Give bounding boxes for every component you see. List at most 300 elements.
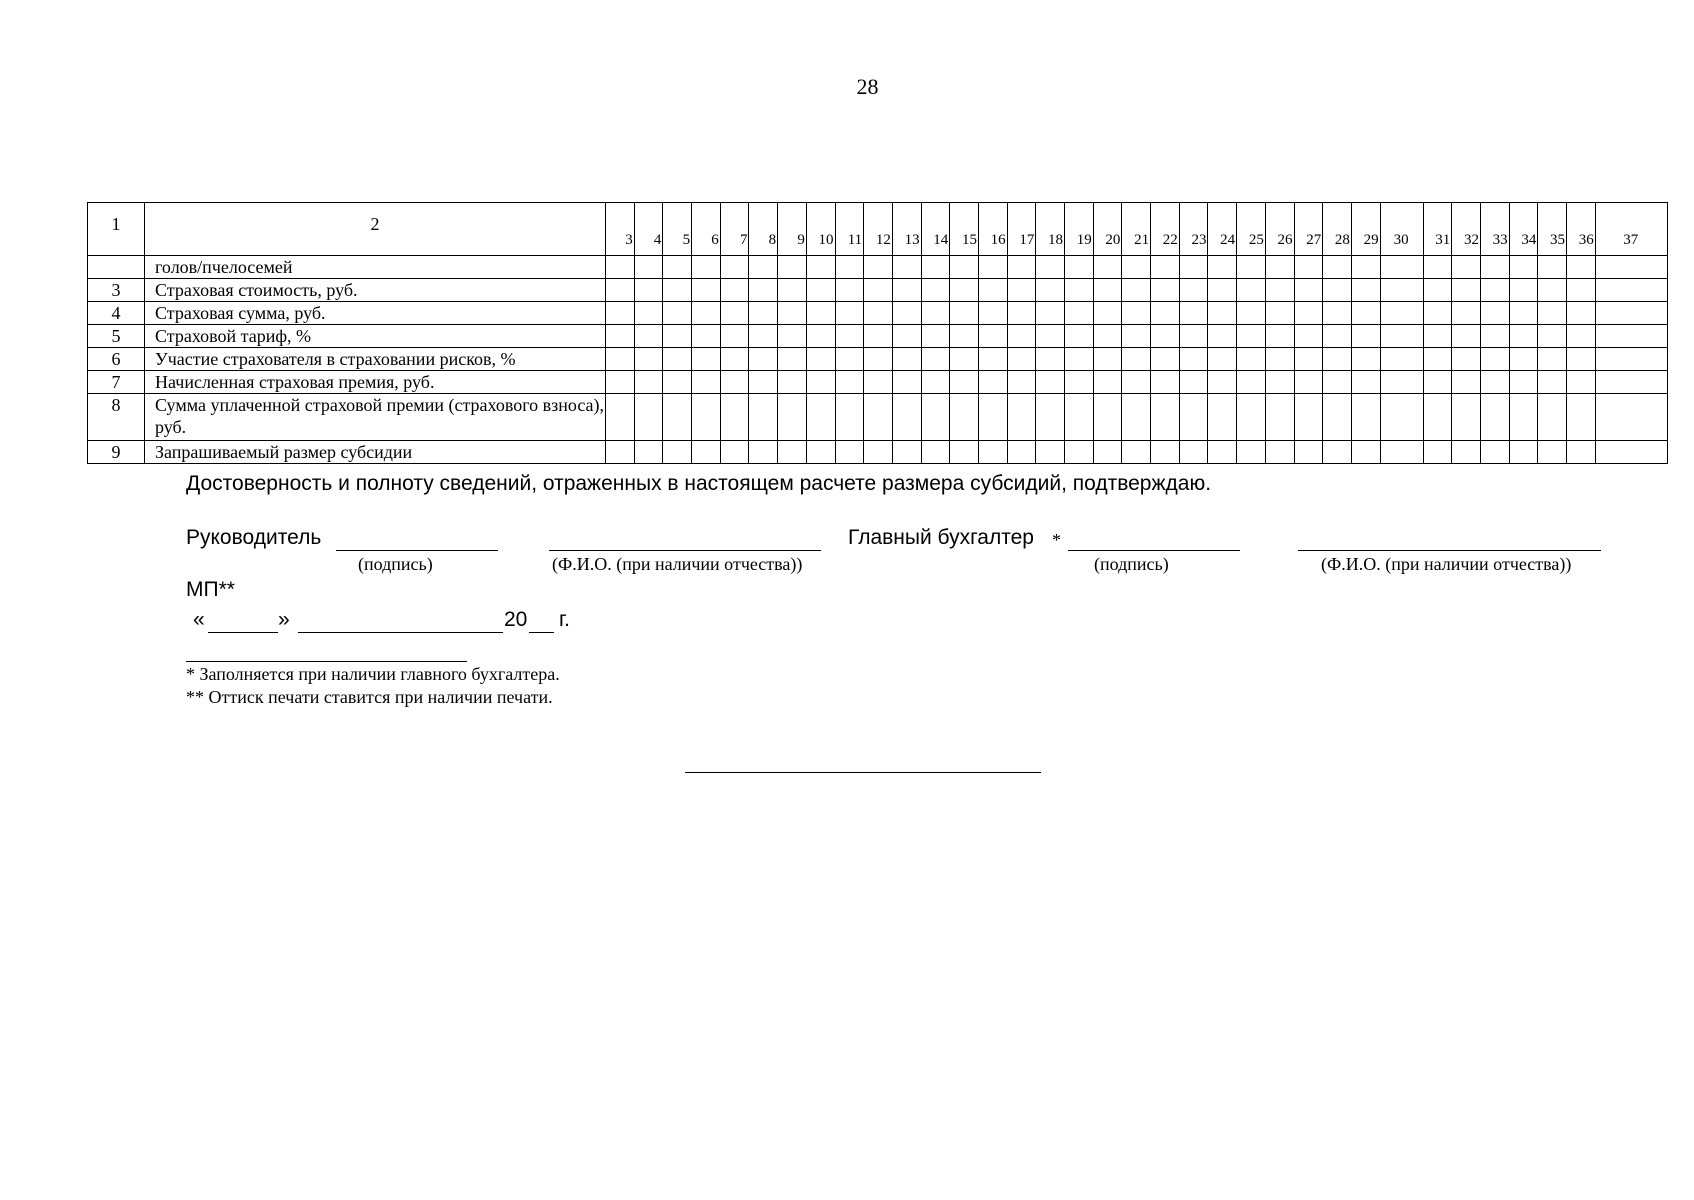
- value-cell[interactable]: [663, 279, 692, 302]
- value-cell[interactable]: [663, 348, 692, 371]
- date-year-line[interactable]: [529, 632, 554, 633]
- value-cell[interactable]: [778, 371, 807, 394]
- value-cell[interactable]: [1265, 302, 1294, 325]
- value-cell[interactable]: [692, 348, 721, 371]
- value-cell[interactable]: [1007, 348, 1036, 371]
- value-cell[interactable]: [1480, 325, 1509, 348]
- value-cell[interactable]: [1509, 302, 1538, 325]
- value-cell[interactable]: [749, 302, 778, 325]
- value-cell[interactable]: [692, 256, 721, 279]
- header-col-10: 10: [806, 203, 835, 256]
- value-cell[interactable]: [1065, 371, 1094, 394]
- value-cell[interactable]: [606, 279, 635, 302]
- value-cell[interactable]: [1595, 256, 1667, 279]
- value-cell[interactable]: [1538, 441, 1567, 464]
- value-cell[interactable]: [1380, 302, 1423, 325]
- value-cell[interactable]: [1567, 371, 1596, 394]
- value-cell[interactable]: [1351, 441, 1380, 464]
- value-cell[interactable]: [778, 302, 807, 325]
- value-cell[interactable]: [1007, 325, 1036, 348]
- value-cell[interactable]: [1208, 325, 1237, 348]
- value-cell[interactable]: [1265, 371, 1294, 394]
- value-cell[interactable]: [892, 441, 921, 464]
- value-cell[interactable]: [1567, 394, 1596, 441]
- value-cell[interactable]: [749, 256, 778, 279]
- value-cell[interactable]: [892, 256, 921, 279]
- head-signature-line[interactable]: [336, 550, 498, 551]
- value-cell[interactable]: [1480, 441, 1509, 464]
- value-cell[interactable]: [1179, 256, 1208, 279]
- value-cell[interactable]: [864, 302, 893, 325]
- value-cell[interactable]: [835, 348, 864, 371]
- value-cell[interactable]: [1065, 256, 1094, 279]
- value-cell[interactable]: [1151, 279, 1180, 302]
- value-cell[interactable]: [1423, 256, 1452, 279]
- value-cell[interactable]: [606, 302, 635, 325]
- value-cell[interactable]: [749, 325, 778, 348]
- value-cell[interactable]: [921, 371, 950, 394]
- value-cell[interactable]: [1237, 325, 1266, 348]
- value-cell[interactable]: [634, 394, 663, 441]
- date-day-line[interactable]: [208, 632, 278, 633]
- value-cell[interactable]: [1595, 348, 1667, 371]
- value-cell[interactable]: [892, 325, 921, 348]
- value-cell[interactable]: [1509, 256, 1538, 279]
- value-cell[interactable]: [950, 348, 979, 371]
- value-cell[interactable]: [978, 441, 1007, 464]
- value-cell[interactable]: [1538, 279, 1567, 302]
- head-name-caption: (Ф.И.О. (при наличии отчества)): [552, 554, 803, 574]
- value-cell[interactable]: [1480, 371, 1509, 394]
- value-cell[interactable]: [835, 371, 864, 394]
- value-cell[interactable]: [1093, 371, 1122, 394]
- value-cell[interactable]: [1423, 394, 1452, 441]
- value-cell[interactable]: [692, 325, 721, 348]
- chief-name-line[interactable]: [1298, 550, 1601, 551]
- value-cell[interactable]: [978, 371, 1007, 394]
- value-cell[interactable]: [1036, 348, 1065, 371]
- value-cell[interactable]: [1567, 279, 1596, 302]
- value-cell[interactable]: [1007, 279, 1036, 302]
- value-cell[interactable]: [606, 325, 635, 348]
- value-cell[interactable]: [1179, 371, 1208, 394]
- value-cell[interactable]: [1380, 394, 1423, 441]
- value-cell[interactable]: [720, 302, 749, 325]
- value-cell[interactable]: [749, 279, 778, 302]
- value-cell[interactable]: [692, 441, 721, 464]
- value-cell[interactable]: [663, 371, 692, 394]
- value-cell[interactable]: [634, 325, 663, 348]
- value-cell[interactable]: [1538, 325, 1567, 348]
- value-cell[interactable]: [1093, 256, 1122, 279]
- value-cell[interactable]: [1595, 394, 1667, 441]
- value-cell[interactable]: [1265, 441, 1294, 464]
- value-cell[interactable]: [1151, 441, 1180, 464]
- value-cell[interactable]: [864, 256, 893, 279]
- value-cell[interactable]: [1380, 256, 1423, 279]
- value-cell[interactable]: [778, 441, 807, 464]
- value-cell[interactable]: [1509, 279, 1538, 302]
- value-cell[interactable]: [1480, 256, 1509, 279]
- value-cell[interactable]: [806, 302, 835, 325]
- value-cell[interactable]: [1452, 279, 1481, 302]
- value-cell[interactable]: [864, 279, 893, 302]
- value-cell[interactable]: [720, 256, 749, 279]
- value-cell[interactable]: [1122, 256, 1151, 279]
- value-cell[interactable]: [1294, 394, 1323, 441]
- value-cell[interactable]: [663, 394, 692, 441]
- value-cell[interactable]: [1237, 348, 1266, 371]
- value-cell[interactable]: [1480, 302, 1509, 325]
- value-cell[interactable]: [692, 302, 721, 325]
- value-cell[interactable]: [806, 325, 835, 348]
- value-cell[interactable]: [1036, 371, 1065, 394]
- value-cell[interactable]: [1351, 279, 1380, 302]
- value-cell[interactable]: [835, 441, 864, 464]
- value-cell[interactable]: [1208, 348, 1237, 371]
- value-cell[interactable]: [720, 371, 749, 394]
- value-cell[interactable]: [1509, 325, 1538, 348]
- value-cell[interactable]: [606, 348, 635, 371]
- value-cell[interactable]: [1179, 394, 1208, 441]
- header-col-1: 1: [88, 203, 145, 256]
- value-cell[interactable]: [1007, 394, 1036, 441]
- value-cell[interactable]: [1323, 441, 1352, 464]
- value-cell[interactable]: [1007, 371, 1036, 394]
- value-cell[interactable]: [1423, 279, 1452, 302]
- value-cell[interactable]: [1294, 325, 1323, 348]
- value-cell[interactable]: [1452, 325, 1481, 348]
- value-cell[interactable]: [1093, 279, 1122, 302]
- value-cell[interactable]: [1509, 394, 1538, 441]
- value-cell[interactable]: [921, 256, 950, 279]
- value-cell[interactable]: [835, 302, 864, 325]
- value-cell[interactable]: [1122, 394, 1151, 441]
- value-cell[interactable]: [1065, 394, 1094, 441]
- value-cell[interactable]: [634, 348, 663, 371]
- value-cell[interactable]: [692, 279, 721, 302]
- value-cell[interactable]: [835, 256, 864, 279]
- value-cell[interactable]: [1093, 348, 1122, 371]
- value-cell[interactable]: [1036, 325, 1065, 348]
- value-cell[interactable]: [634, 279, 663, 302]
- value-cell[interactable]: [1265, 325, 1294, 348]
- value-cell[interactable]: [864, 325, 893, 348]
- value-cell[interactable]: [692, 394, 721, 441]
- value-cell[interactable]: [1036, 279, 1065, 302]
- value-cell[interactable]: [1323, 325, 1352, 348]
- value-cell[interactable]: [1567, 256, 1596, 279]
- header-col-17: 17: [1007, 203, 1036, 256]
- value-cell[interactable]: [1323, 371, 1352, 394]
- value-cell[interactable]: [1007, 256, 1036, 279]
- value-cell[interactable]: [950, 441, 979, 464]
- value-cell[interactable]: [1538, 371, 1567, 394]
- value-cell[interactable]: [720, 394, 749, 441]
- value-cell[interactable]: [1065, 348, 1094, 371]
- value-cell[interactable]: [835, 325, 864, 348]
- value-cell[interactable]: [978, 279, 1007, 302]
- value-cell[interactable]: [1237, 394, 1266, 441]
- value-cell[interactable]: [1294, 279, 1323, 302]
- value-cell[interactable]: [720, 325, 749, 348]
- value-cell[interactable]: [749, 371, 778, 394]
- value-cell[interactable]: [1093, 394, 1122, 441]
- value-cell[interactable]: [1538, 302, 1567, 325]
- value-cell[interactable]: [1151, 256, 1180, 279]
- value-cell[interactable]: [1351, 325, 1380, 348]
- value-cell[interactable]: [921, 325, 950, 348]
- value-cell[interactable]: [1237, 371, 1266, 394]
- chief-signature-line[interactable]: [1068, 550, 1240, 551]
- value-cell[interactable]: [806, 371, 835, 394]
- value-cell[interactable]: [1452, 348, 1481, 371]
- value-cell[interactable]: [1595, 441, 1667, 464]
- value-cell[interactable]: [1509, 348, 1538, 371]
- value-cell[interactable]: [1237, 302, 1266, 325]
- value-cell[interactable]: [864, 394, 893, 441]
- value-cell[interactable]: [950, 371, 979, 394]
- value-cell[interactable]: [1567, 302, 1596, 325]
- value-cell[interactable]: [1065, 302, 1094, 325]
- value-cell[interactable]: [778, 325, 807, 348]
- row-number: 5: [88, 325, 145, 348]
- value-cell[interactable]: [1122, 279, 1151, 302]
- value-cell[interactable]: [1480, 348, 1509, 371]
- value-cell[interactable]: [1323, 256, 1352, 279]
- value-cell[interactable]: [864, 441, 893, 464]
- value-cell[interactable]: [606, 256, 635, 279]
- value-cell[interactable]: [950, 279, 979, 302]
- value-cell[interactable]: [1567, 325, 1596, 348]
- value-cell[interactable]: [1323, 302, 1352, 325]
- value-cell[interactable]: [1567, 348, 1596, 371]
- value-cell[interactable]: [921, 302, 950, 325]
- value-cell[interactable]: [1294, 256, 1323, 279]
- value-cell[interactable]: [663, 325, 692, 348]
- value-cell[interactable]: [749, 441, 778, 464]
- value-cell[interactable]: [1452, 394, 1481, 441]
- value-cell[interactable]: [634, 256, 663, 279]
- value-cell[interactable]: [1122, 325, 1151, 348]
- header-col-29: 29: [1351, 203, 1380, 256]
- value-cell[interactable]: [1323, 394, 1352, 441]
- value-cell[interactable]: [1595, 325, 1667, 348]
- value-cell[interactable]: [1093, 325, 1122, 348]
- value-cell[interactable]: [1093, 302, 1122, 325]
- value-cell[interactable]: [778, 279, 807, 302]
- value-cell[interactable]: [1567, 441, 1596, 464]
- value-cell[interactable]: [978, 302, 1007, 325]
- value-cell[interactable]: [1208, 302, 1237, 325]
- header-col-27: 27: [1294, 203, 1323, 256]
- value-cell[interactable]: [1294, 348, 1323, 371]
- value-cell[interactable]: [720, 348, 749, 371]
- value-cell[interactable]: [921, 394, 950, 441]
- value-cell[interactable]: [1380, 279, 1423, 302]
- value-cell[interactable]: [606, 371, 635, 394]
- value-cell[interactable]: [1509, 371, 1538, 394]
- value-cell[interactable]: [1151, 325, 1180, 348]
- value-cell[interactable]: [606, 441, 635, 464]
- value-cell[interactable]: [950, 325, 979, 348]
- value-cell[interactable]: [1380, 348, 1423, 371]
- value-cell[interactable]: [778, 394, 807, 441]
- value-cell[interactable]: [1122, 302, 1151, 325]
- row-label: Страховая стоимость, руб.: [145, 279, 606, 302]
- value-cell[interactable]: [1208, 394, 1237, 441]
- value-cell[interactable]: [1036, 302, 1065, 325]
- value-cell[interactable]: [778, 348, 807, 371]
- value-cell[interactable]: [1351, 371, 1380, 394]
- value-cell[interactable]: [1423, 325, 1452, 348]
- value-cell[interactable]: [606, 394, 635, 441]
- value-cell[interactable]: [1351, 256, 1380, 279]
- value-cell[interactable]: [1452, 371, 1481, 394]
- value-cell[interactable]: [1122, 348, 1151, 371]
- value-cell[interactable]: [1265, 348, 1294, 371]
- value-cell[interactable]: [1351, 348, 1380, 371]
- value-cell[interactable]: [806, 348, 835, 371]
- value-cell[interactable]: [1007, 441, 1036, 464]
- value-cell[interactable]: [1423, 371, 1452, 394]
- value-cell[interactable]: [1294, 371, 1323, 394]
- value-cell[interactable]: [1452, 441, 1481, 464]
- value-cell[interactable]: [749, 394, 778, 441]
- value-cell[interactable]: [1065, 325, 1094, 348]
- value-cell[interactable]: [663, 302, 692, 325]
- date-year-prefix: 20: [504, 608, 528, 631]
- head-name-line[interactable]: [549, 550, 821, 551]
- value-cell[interactable]: [1423, 348, 1452, 371]
- value-cell[interactable]: [720, 441, 749, 464]
- value-cell[interactable]: [1179, 348, 1208, 371]
- value-cell[interactable]: [1480, 279, 1509, 302]
- value-cell[interactable]: [1208, 371, 1237, 394]
- value-cell[interactable]: [1294, 441, 1323, 464]
- value-cell[interactable]: [634, 302, 663, 325]
- value-cell[interactable]: [1538, 348, 1567, 371]
- value-cell[interactable]: [921, 441, 950, 464]
- value-cell[interactable]: [1151, 302, 1180, 325]
- value-cell[interactable]: [1093, 441, 1122, 464]
- value-cell[interactable]: [1509, 441, 1538, 464]
- value-cell[interactable]: [1208, 441, 1237, 464]
- value-cell[interactable]: [778, 256, 807, 279]
- value-cell[interactable]: [1065, 279, 1094, 302]
- value-cell[interactable]: [950, 256, 979, 279]
- value-cell[interactable]: [634, 371, 663, 394]
- row-number: [88, 256, 145, 279]
- value-cell[interactable]: [978, 394, 1007, 441]
- value-cell[interactable]: [1294, 302, 1323, 325]
- value-cell[interactable]: [1179, 279, 1208, 302]
- value-cell[interactable]: [1595, 371, 1667, 394]
- value-cell[interactable]: [1179, 325, 1208, 348]
- value-cell[interactable]: [921, 279, 950, 302]
- value-cell[interactable]: [1380, 371, 1423, 394]
- value-cell[interactable]: [1179, 441, 1208, 464]
- value-cell[interactable]: [720, 279, 749, 302]
- value-cell[interactable]: [1237, 256, 1266, 279]
- value-cell[interactable]: [1036, 441, 1065, 464]
- value-cell[interactable]: [806, 441, 835, 464]
- value-cell[interactable]: [1036, 256, 1065, 279]
- value-cell[interactable]: [1265, 256, 1294, 279]
- value-cell[interactable]: [892, 394, 921, 441]
- value-cell[interactable]: [950, 394, 979, 441]
- value-cell[interactable]: [1122, 441, 1151, 464]
- value-cell[interactable]: [749, 348, 778, 371]
- value-cell[interactable]: [892, 302, 921, 325]
- value-cell[interactable]: [1351, 394, 1380, 441]
- value-cell[interactable]: [634, 441, 663, 464]
- value-cell[interactable]: [1036, 394, 1065, 441]
- value-cell[interactable]: [1151, 371, 1180, 394]
- table-row: [88, 394, 1668, 441]
- value-cell[interactable]: [1452, 256, 1481, 279]
- value-cell[interactable]: [835, 279, 864, 302]
- value-cell[interactable]: [1151, 348, 1180, 371]
- value-cell[interactable]: [1480, 394, 1509, 441]
- value-cell[interactable]: [864, 371, 893, 394]
- value-cell[interactable]: [835, 394, 864, 441]
- value-cell[interactable]: [663, 256, 692, 279]
- value-cell[interactable]: [1265, 394, 1294, 441]
- table-row: [88, 302, 1668, 325]
- value-cell[interactable]: [806, 279, 835, 302]
- value-cell[interactable]: [892, 348, 921, 371]
- value-cell[interactable]: [1237, 441, 1266, 464]
- value-cell[interactable]: [1351, 302, 1380, 325]
- value-cell[interactable]: [663, 441, 692, 464]
- value-cell[interactable]: [921, 348, 950, 371]
- value-cell[interactable]: [950, 302, 979, 325]
- value-cell[interactable]: [1208, 256, 1237, 279]
- value-cell[interactable]: [978, 325, 1007, 348]
- value-cell[interactable]: [1179, 302, 1208, 325]
- value-cell[interactable]: [1237, 279, 1266, 302]
- value-cell[interactable]: [1323, 348, 1352, 371]
- value-cell[interactable]: [1208, 279, 1237, 302]
- value-cell[interactable]: [864, 348, 893, 371]
- value-cell[interactable]: [978, 348, 1007, 371]
- value-cell[interactable]: [1423, 441, 1452, 464]
- value-cell[interactable]: [692, 371, 721, 394]
- value-cell[interactable]: [1122, 371, 1151, 394]
- value-cell[interactable]: [1151, 394, 1180, 441]
- value-cell[interactable]: [1265, 279, 1294, 302]
- value-cell[interactable]: [1595, 302, 1667, 325]
- value-cell[interactable]: [1007, 302, 1036, 325]
- value-cell[interactable]: [1538, 394, 1567, 441]
- value-cell[interactable]: [1323, 279, 1352, 302]
- value-cell[interactable]: [1595, 279, 1667, 302]
- value-cell[interactable]: [1452, 302, 1481, 325]
- value-cell[interactable]: [806, 256, 835, 279]
- date-month-line[interactable]: [298, 632, 503, 633]
- value-cell[interactable]: [1065, 441, 1094, 464]
- value-cell[interactable]: [978, 256, 1007, 279]
- value-cell[interactable]: [892, 279, 921, 302]
- value-cell[interactable]: [1423, 302, 1452, 325]
- value-cell[interactable]: [1538, 256, 1567, 279]
- value-cell[interactable]: [1380, 441, 1423, 464]
- value-cell[interactable]: [892, 371, 921, 394]
- value-cell[interactable]: [1380, 325, 1423, 348]
- header-col-16: 16: [978, 203, 1007, 256]
- value-cell[interactable]: [806, 394, 835, 441]
